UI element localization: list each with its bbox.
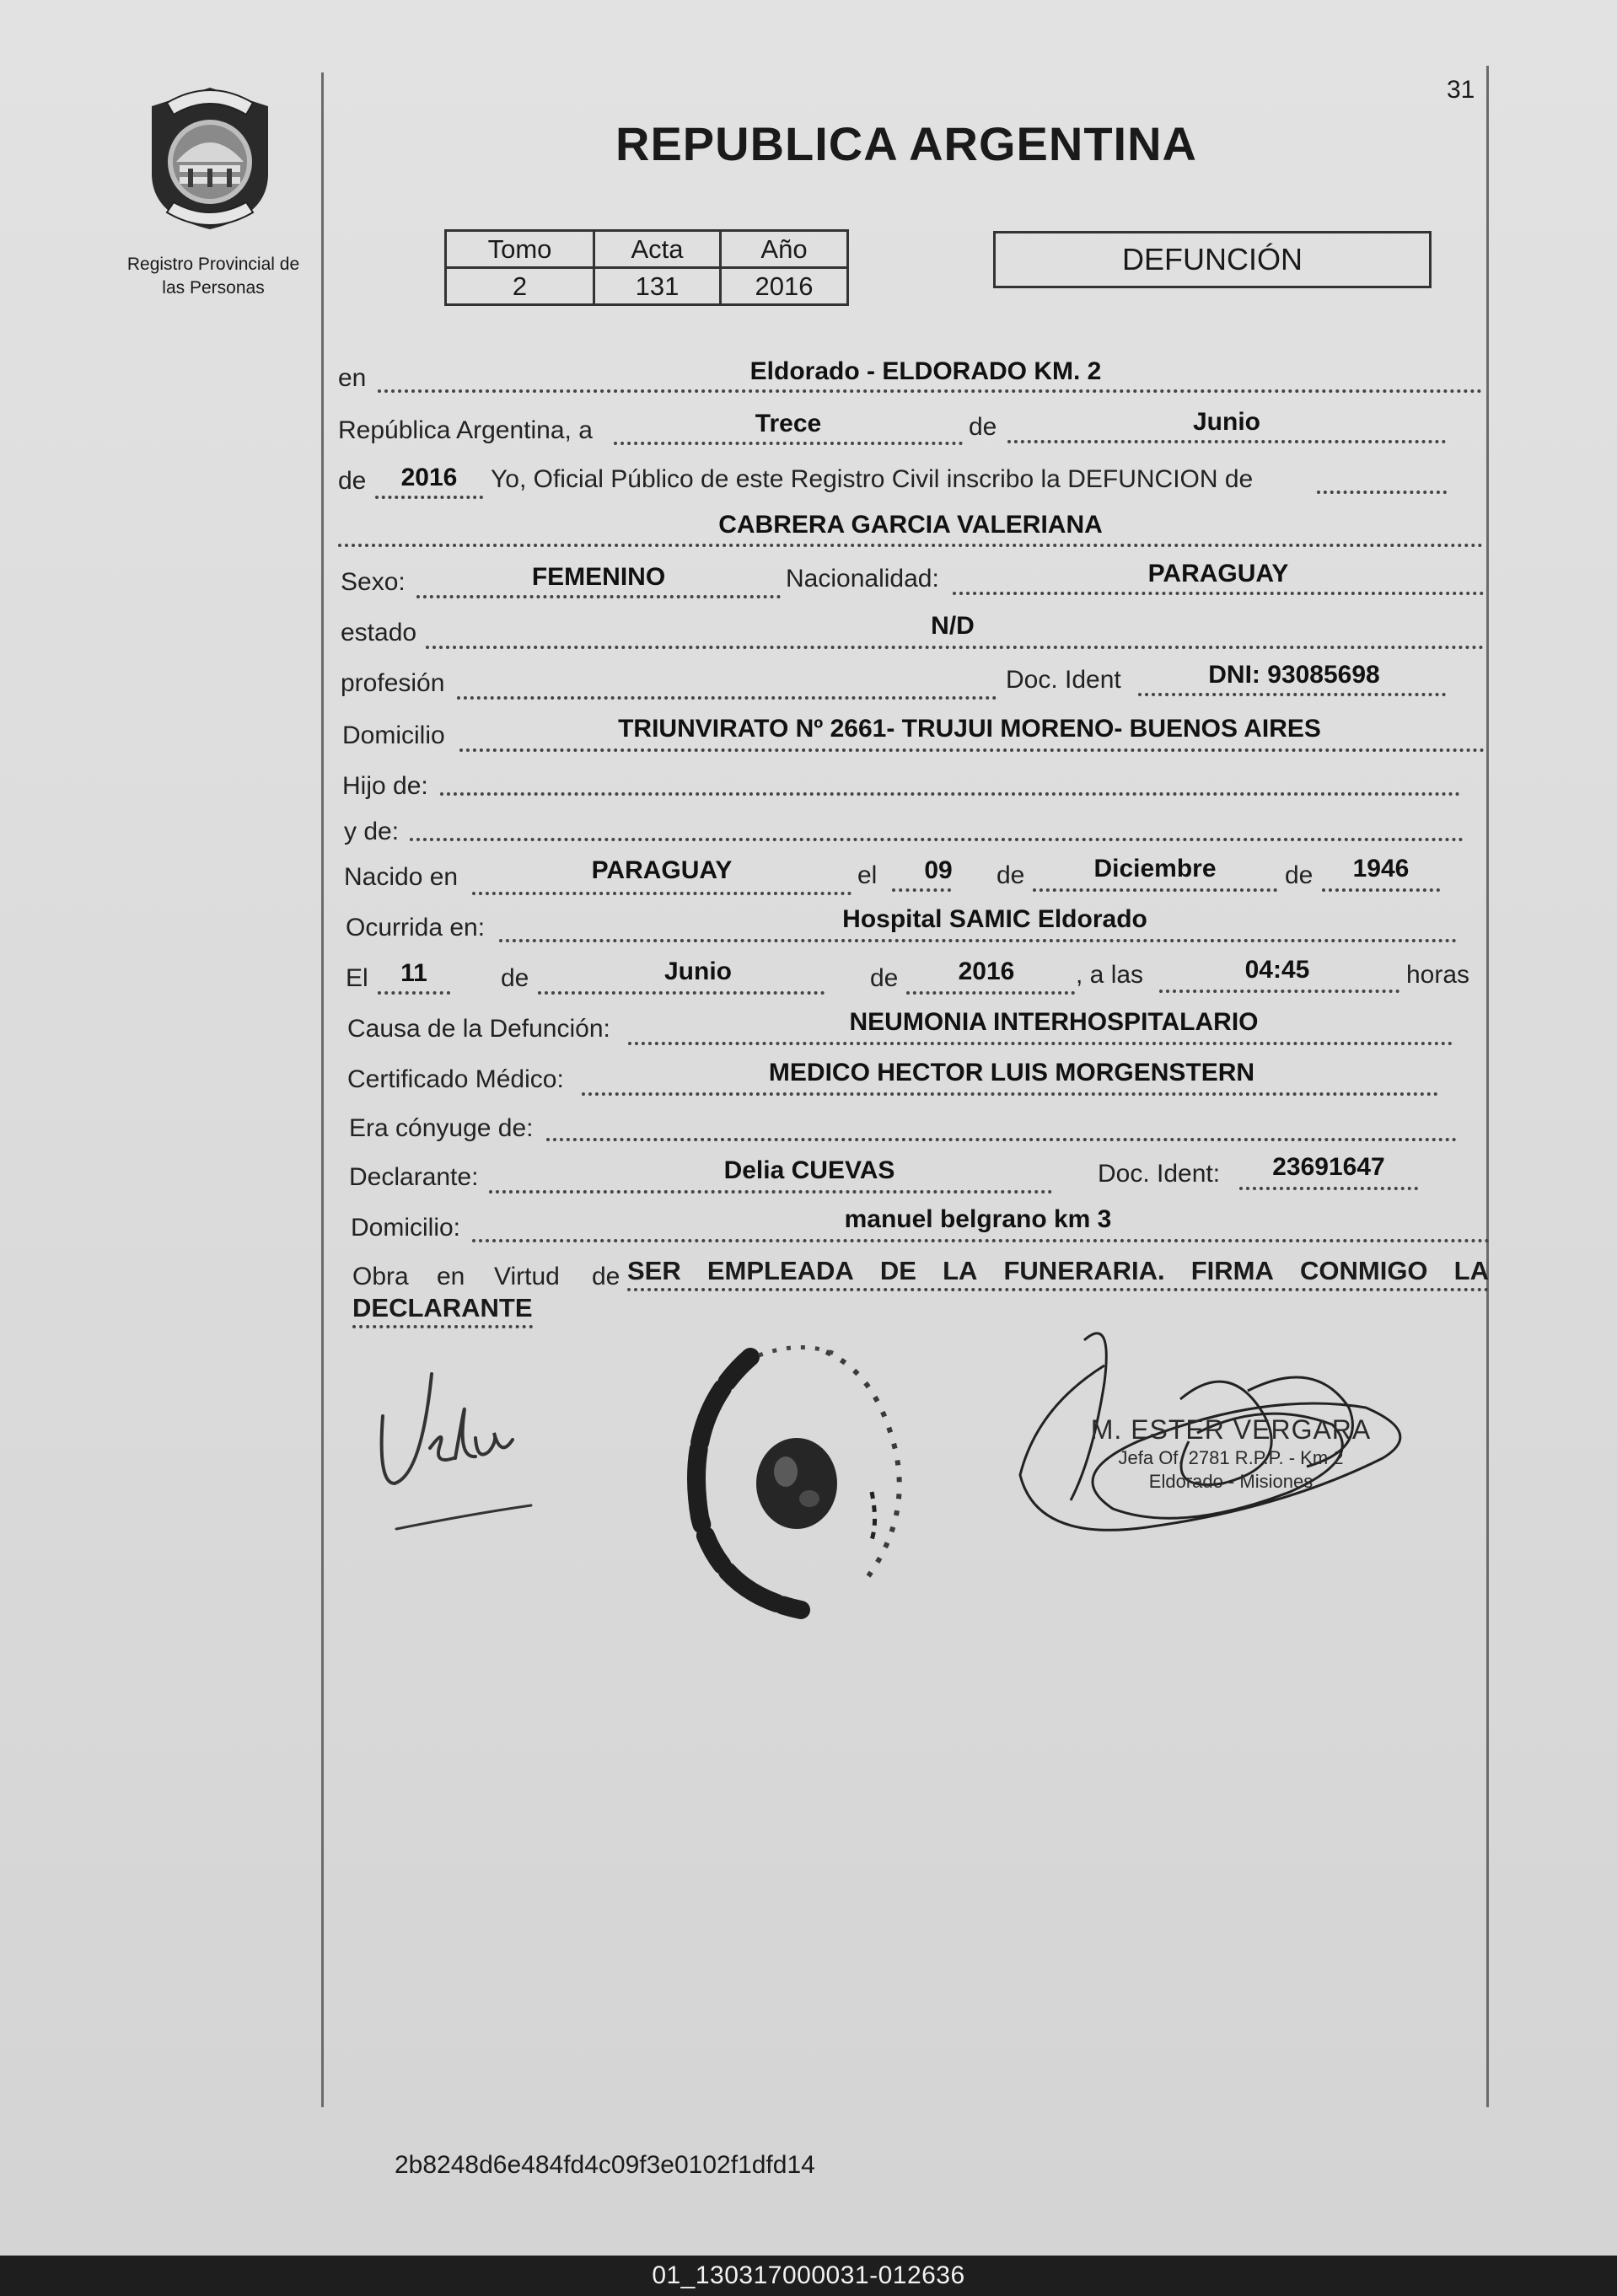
left-margin-line [321, 72, 324, 2107]
line-sexo [416, 595, 781, 598]
line-hora [1159, 990, 1399, 993]
value-fecha-mes: Junio [664, 958, 732, 985]
line-nacido-en [472, 892, 851, 895]
value-sexo: FEMENINO [531, 563, 666, 591]
value-estado: N/D [931, 612, 975, 640]
line-fecha-anio [906, 991, 1075, 995]
line-dia [614, 442, 963, 445]
tomo-header: Tomo [446, 231, 594, 268]
label-virtud: Virtud [494, 1263, 560, 1290]
right-margin-line [1486, 66, 1489, 2107]
label-obra: Obra [352, 1263, 409, 1290]
registry-name-line1: Registro Provincial de [126, 255, 300, 274]
acta-header: Acta [594, 231, 721, 268]
label-nacido-en: Nacido en [344, 863, 459, 891]
value-virtud-line2: DECLARANTE [352, 1293, 533, 1328]
virtud-word: LA [1453, 1256, 1489, 1285]
registry-name-line2: las Personas [162, 278, 265, 298]
label-causa: Causa de la Defunción: [347, 1015, 610, 1043]
label-profesion: profesión [341, 669, 445, 697]
line-mes [1007, 440, 1446, 443]
label-hijo-de: Hijo de: [342, 772, 428, 800]
label-de-nacido-anio: de [1285, 861, 1313, 889]
document-title: REPUBLICA ARGENTINA [615, 117, 1197, 170]
value-ocurrida-en: Hospital SAMIC Eldorado [842, 905, 1147, 933]
label-de-fecha-anio: de [870, 964, 899, 992]
label-conyuge: Era cónyuge de: [349, 1114, 534, 1142]
virtud-word: FUNERARIA. [1003, 1256, 1165, 1285]
line-nacionalidad [953, 592, 1484, 595]
line-nacido-mes [1033, 888, 1277, 892]
value-virtud [627, 1256, 1489, 1291]
record-table [444, 229, 849, 306]
line-declarante-domicilio [472, 1239, 1490, 1242]
value-fecha-anio: 2016 [958, 958, 1015, 985]
value-hora: 04:45 [1244, 956, 1310, 984]
line-y-de [410, 838, 1464, 841]
signature-icon [371, 1357, 556, 1542]
label-en: en [338, 364, 367, 392]
label-doc-ident: Doc. Ident [1006, 666, 1121, 694]
label-horas: horas [1406, 961, 1470, 989]
value-nacido-dia: 09 [924, 856, 953, 884]
line-profesion [457, 696, 997, 700]
acta-value: 131 [594, 268, 721, 305]
anio-value: 2016 [721, 268, 848, 305]
value-certificado: MEDICO HECTOR LUIS MORGENSTERN [768, 1059, 1255, 1086]
footer-id: 01_130317000031-012636 [0, 2256, 1617, 2296]
line-defuncion-de [1317, 491, 1447, 494]
virtud-word: SER [627, 1256, 681, 1285]
officer-role: Jefa Of. 2781 R.P.P. - Km 2 [1118, 1447, 1344, 1468]
label-de-anio: de [338, 467, 367, 495]
page-number: 31 [1447, 76, 1475, 104]
label-de-fecha-mes: de [501, 964, 529, 992]
round-stamp-icon [674, 1323, 927, 1627]
line-domicilio [459, 748, 1485, 752]
tomo-value: 2 [446, 268, 594, 305]
label-certificado: Certificado Médico: [347, 1065, 564, 1093]
value-domicilio: TRIUNVIRATO Nº 2661- TRUJUI MORENO- BUENOS AIRES [618, 715, 1321, 743]
value-fecha-dia: 11 [400, 959, 427, 987]
label-el-nacido: el [857, 861, 878, 889]
label-sexo: Sexo: [341, 568, 406, 596]
officer-stamp-text [1045, 1414, 1416, 1493]
value-nacido-mes: Diciembre [1093, 855, 1217, 882]
line-declarante [489, 1190, 1052, 1194]
label-y-de: y de: [344, 818, 400, 845]
label-estado: estado [341, 619, 417, 646]
line-nombre [338, 544, 1483, 547]
document-hash: 2b8248d6e484fd4c09f3e0102f1dfd14 [395, 2151, 815, 2179]
line-lugar [378, 389, 1482, 393]
line-causa [628, 1042, 1453, 1045]
label-obra-de: de [592, 1263, 620, 1290]
line-hijo-de [440, 792, 1460, 796]
value-lugar: Eldorado - ELDORADO KM. 2 [749, 357, 1102, 385]
value-mes: Junio [1193, 408, 1260, 436]
virtud-word: LA [943, 1256, 978, 1285]
label-declarante: Declarante: [349, 1163, 479, 1191]
registry-name [101, 253, 325, 300]
label-declarante-domicilio: Domicilio: [351, 1214, 461, 1242]
value-nacido-anio: 1946 [1352, 855, 1410, 882]
value-declarante-domicilio: manuel belgrano km 3 [844, 1205, 1112, 1233]
virtud-word: CONMIGO [1300, 1256, 1428, 1285]
line-fecha-mes [538, 991, 825, 995]
officer-name: M. ESTER VERGARA [1090, 1414, 1372, 1445]
label-ocurrida-en: Ocurrida en: [346, 914, 486, 941]
value-causa: NEUMONIA INTERHOSPITALARIO [849, 1008, 1259, 1036]
label-a-las: , a las [1076, 961, 1144, 989]
virtud-word: EMPLEADA [706, 1256, 854, 1285]
value-nombre: CABRERA GARCIA VALERIANA [718, 511, 1103, 539]
label-declarante-doc: Doc. Ident: [1098, 1160, 1221, 1188]
record-type-box: DEFUNCIÓN [993, 231, 1432, 288]
value-declarante-doc: 23691647 [1272, 1153, 1385, 1181]
label-yo-oficial: Yo, Oficial Público de este Registro Civil inscribo la DEFUNCION de [491, 465, 1254, 493]
declarant-signature [371, 1357, 556, 1542]
virtud-word: DE [879, 1256, 916, 1285]
value-dia-letras: Trece [755, 410, 822, 437]
label-nacionalidad: Nacionalidad: [786, 565, 939, 593]
line-nacido-dia [892, 888, 951, 892]
line-ocurrida-en [499, 939, 1457, 942]
officer-stamp [1012, 1306, 1425, 1551]
value-nacido-en: PARAGUAY [591, 856, 733, 884]
line-declarante-doc [1239, 1187, 1418, 1190]
label-el-fecha: El [346, 964, 368, 992]
province-seal [142, 81, 278, 234]
line-certificado [582, 1092, 1438, 1096]
value-nacionalidad: PARAGUAY [1147, 560, 1289, 587]
official-round-seal [674, 1323, 927, 1627]
label-republica-a: República Argentina, a [338, 416, 593, 444]
value-doc-ident: DNI: 93085698 [1208, 661, 1380, 689]
label-de-mes: de [969, 413, 997, 441]
label-de-nacido-mes: de [997, 861, 1025, 889]
line-estado [426, 646, 1484, 649]
province-seal-icon [142, 81, 278, 234]
label-obra-en: en [437, 1263, 465, 1290]
anio-header: Año [721, 231, 848, 268]
label-domicilio: Domicilio [342, 722, 445, 749]
line-nacido-anio [1322, 888, 1440, 892]
value-declarante: Delia CUEVAS [723, 1156, 895, 1184]
line-conyuge [546, 1138, 1457, 1141]
line-fecha-dia [378, 991, 450, 995]
virtud-word: FIRMA [1190, 1256, 1274, 1285]
value-anio: 2016 [400, 464, 458, 491]
officer-place: Eldorado - Misiones [1148, 1471, 1313, 1492]
line-anio [375, 496, 483, 499]
line-doc-ident [1138, 693, 1446, 696]
